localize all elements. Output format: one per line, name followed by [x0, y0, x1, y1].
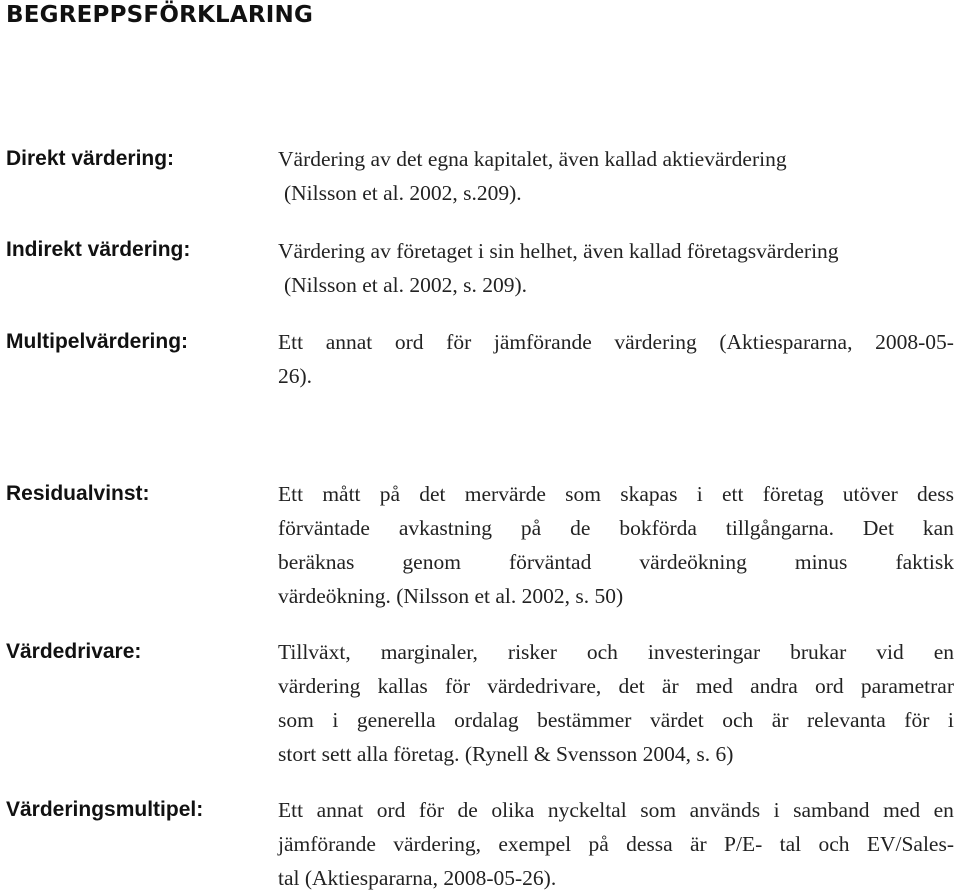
word: som	[278, 708, 314, 732]
word: ord	[815, 674, 844, 698]
word: mervärde	[464, 482, 546, 506]
word: dessa	[626, 832, 673, 856]
word: minus	[794, 550, 848, 574]
definition-line	[278, 703, 954, 737]
word: värdet	[649, 708, 704, 732]
term-indirekt-vardering: Indirekt värdering:	[6, 238, 191, 261]
definition-line	[278, 793, 954, 827]
word: tal	[779, 832, 802, 856]
word: brukar	[790, 640, 847, 664]
word: (Aktiespararna,	[719, 330, 853, 354]
word: en	[933, 640, 954, 664]
word: marginaler,	[380, 640, 478, 664]
term-varderingsmultipel: Värderingsmultipel:	[6, 798, 204, 821]
word: en	[933, 798, 954, 822]
word: kan	[922, 516, 954, 540]
word: ett	[721, 482, 744, 506]
term-direkt-vardering: Direkt värdering:	[6, 147, 175, 170]
definition-line	[278, 325, 954, 359]
word: med	[883, 798, 921, 822]
word: jämförande	[278, 832, 376, 856]
word: företag	[762, 482, 824, 506]
word: och	[722, 708, 754, 732]
word: ord	[376, 798, 406, 822]
word: som	[565, 482, 601, 506]
word: är	[690, 832, 707, 856]
word: parametrar	[860, 674, 954, 698]
word: skapas	[620, 482, 678, 506]
word: beräknas	[278, 550, 355, 574]
word: relevanta	[807, 708, 886, 732]
definition-line	[278, 827, 954, 861]
word: annat	[316, 798, 364, 822]
word: vid	[876, 640, 904, 664]
definition-varderingsmultipel	[278, 793, 954, 895]
definition-line: Värdering av företaget i sin helhet, även kallad företagsvärdering	[278, 239, 839, 263]
word: dess	[916, 482, 954, 506]
definition-line: (Nilsson et al. 2002, s. 209).	[284, 273, 528, 297]
word: för	[418, 798, 444, 822]
word: bokförda	[619, 516, 697, 540]
term-residualvinst: Residualvinst:	[6, 482, 150, 505]
word: för	[444, 674, 471, 698]
word: jämförande	[493, 330, 592, 354]
word: tillgångarna.	[725, 516, 834, 540]
word: bestämmer	[537, 708, 632, 732]
word: generella	[356, 708, 436, 732]
word: i	[947, 708, 954, 732]
term-vardedrivare: Värdedrivare:	[6, 640, 142, 663]
word: och	[586, 640, 618, 664]
word: andra	[750, 674, 798, 698]
word: Det	[862, 516, 894, 540]
definition-vardedrivare	[278, 635, 954, 771]
word: värdering	[614, 330, 697, 354]
word: investeringar	[647, 640, 761, 664]
word: det	[419, 482, 446, 506]
word: värdering,	[393, 832, 481, 856]
word: i	[696, 482, 703, 506]
word: det	[618, 674, 645, 698]
word: P/E-	[724, 832, 763, 856]
word: värdering	[278, 674, 361, 698]
word: på	[588, 832, 609, 856]
word: faktisk	[895, 550, 954, 574]
word: Tillväxt,	[278, 640, 351, 664]
term-multipelvardering: Multipelvärdering:	[6, 330, 189, 353]
word: mått	[322, 482, 361, 506]
definition-line: 26).	[278, 364, 313, 388]
word: nyckeltal	[547, 798, 627, 822]
word: och	[818, 832, 850, 856]
word: förväntade	[278, 516, 370, 540]
word: utöver	[842, 482, 898, 506]
word: är	[661, 674, 679, 698]
word: annat	[325, 330, 373, 354]
word: EV/Sales-	[866, 832, 954, 856]
word: som	[640, 798, 677, 822]
word: ordalag	[454, 708, 519, 732]
word: används	[689, 798, 761, 822]
definition-line: tal (Aktiespararna, 2008-05-26).	[278, 866, 557, 890]
word: förväntad	[508, 550, 592, 574]
word: de	[570, 516, 591, 540]
definition-line	[278, 635, 954, 669]
word: exempel	[498, 832, 572, 856]
definition-line	[278, 545, 954, 579]
word: Ett	[278, 330, 304, 354]
definition-indirekt-vardering	[278, 234, 954, 302]
word: 2008-05-	[875, 330, 954, 354]
word: med	[695, 674, 733, 698]
word: de	[457, 798, 478, 822]
definition-direkt-vardering	[278, 142, 954, 210]
definition-residualvinst	[278, 477, 954, 613]
word: värdeökning	[639, 550, 747, 574]
word: kallas	[377, 674, 428, 698]
definition-line: värdeökning. (Nilsson et al. 2002, s. 50)	[278, 584, 624, 608]
word: ord	[394, 330, 424, 354]
word: risker	[507, 640, 557, 664]
definition-line	[278, 669, 954, 703]
word: samband	[793, 798, 870, 822]
definition-line: (Nilsson et al. 2002, s.209).	[284, 181, 522, 205]
definition-line: Värdering av det egna kapitalet, även kallad aktievärdering	[278, 147, 787, 171]
word: i	[332, 708, 339, 732]
word: Ett	[278, 798, 304, 822]
word: på	[520, 516, 542, 540]
word: i	[773, 798, 780, 822]
definition-line	[278, 511, 954, 545]
page-heading: BEGREPPSFÖRKLARING	[6, 2, 314, 28]
word: genom	[402, 550, 461, 574]
word: Ett	[278, 482, 304, 506]
definition-line: stort sett alla företag. (Rynell & Svensson 2004, s. 6)	[278, 742, 734, 766]
word: avkastning	[398, 516, 492, 540]
word: är	[771, 708, 789, 732]
word: för	[446, 330, 472, 354]
word: olika	[491, 798, 535, 822]
definition-multipelvardering	[278, 325, 954, 393]
word: på	[379, 482, 401, 506]
definition-line	[278, 477, 954, 511]
word: värdedrivare,	[487, 674, 602, 698]
word: för	[904, 708, 930, 732]
